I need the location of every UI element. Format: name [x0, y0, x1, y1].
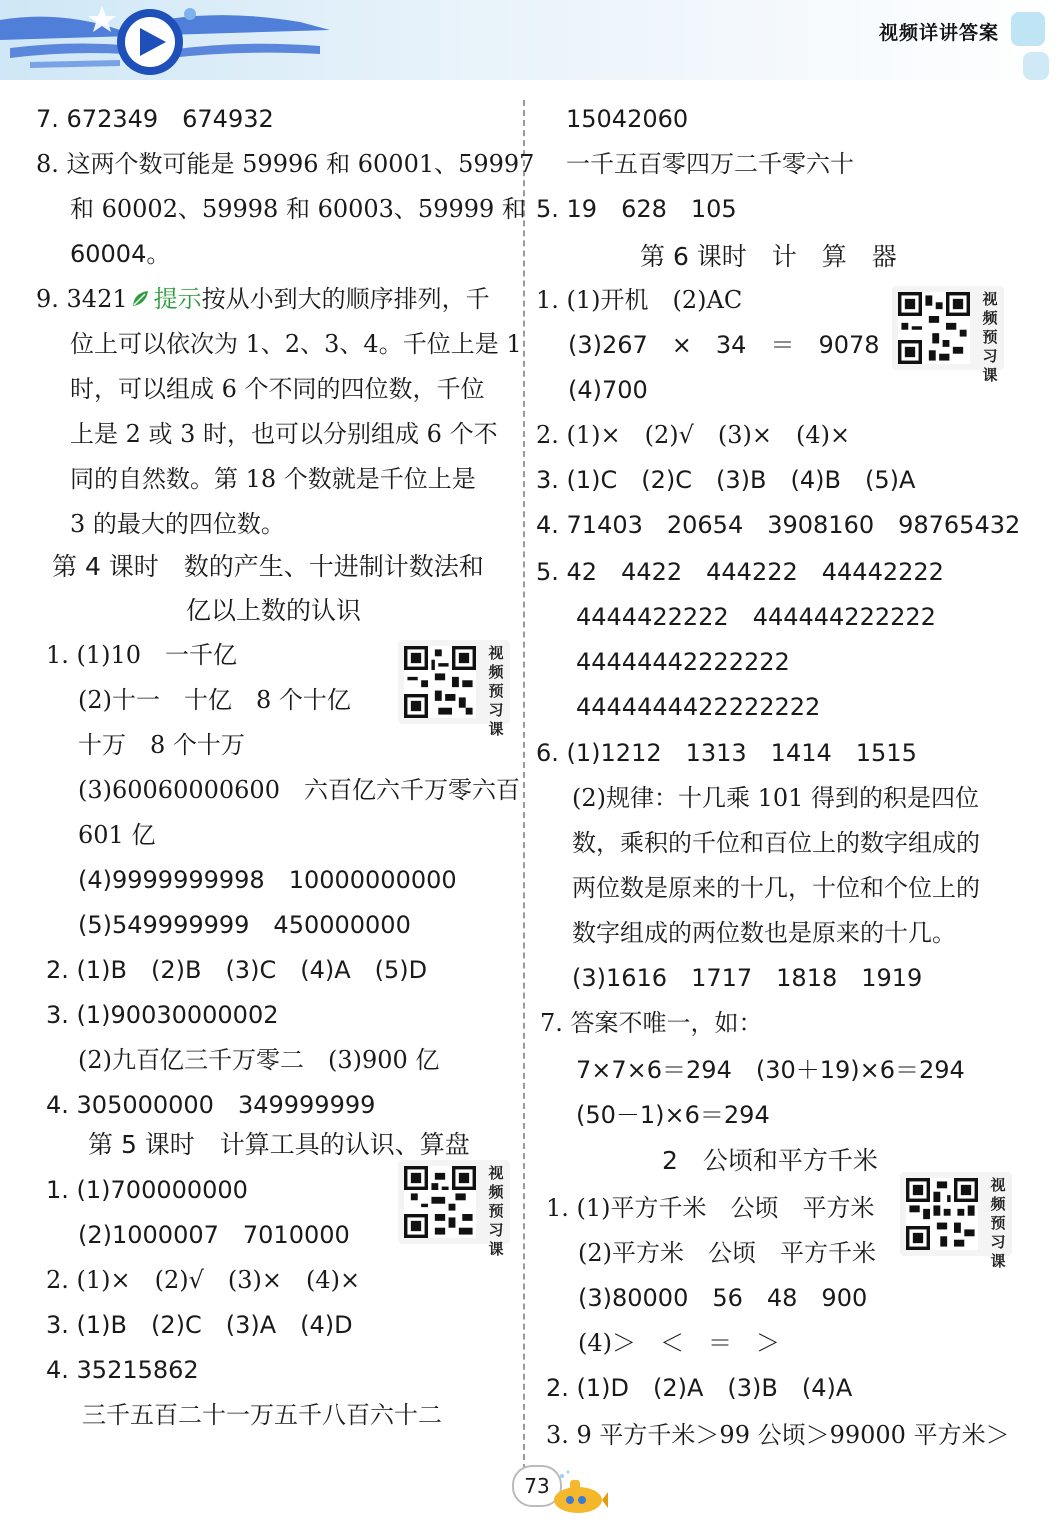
answer-line: (3)267 × 34 ＝ 9078 [568, 331, 880, 359]
cloud-icon [1001, 8, 1057, 88]
answer-line: (4)＞ ＜ ＝ ＞ [578, 1329, 780, 1357]
answer-line: 4. 305000000 349999999 [46, 1091, 376, 1119]
answer-line: (5)549999999 450000000 [78, 911, 411, 939]
answer-line: 3. (1)B (2)C (3)A (4)D [46, 1311, 353, 1339]
answer-line: 两位数是原来的十几，十位和个位上的 [572, 874, 980, 902]
answer-line: 6. (1)1212 1313 1414 1515 [536, 739, 917, 767]
answer-line: 4. 35215862 [46, 1356, 199, 1384]
section-heading: 亿以上数的认识 [186, 596, 362, 625]
page-number: 73 [512, 1465, 562, 1507]
answer-line: 1. (1)700000000 [46, 1176, 248, 1204]
answer-line: 和 60002、59998 和 60003、59999 和 [70, 195, 526, 223]
qr-label: 视频预习课 [990, 1176, 1006, 1270]
answer-line: 5. 42 4422 444222 44442222 [536, 558, 944, 586]
qr-code-icon [906, 1178, 978, 1250]
answer-line: 5. 19 628 105 [536, 195, 737, 223]
answer-line: 3. (1)C (2)C (3)B (4)B (5)A [536, 466, 916, 494]
answer-line: (2)平方米 公顷 平方千米 [578, 1239, 876, 1267]
column-divider [523, 100, 525, 1470]
answer-line: (3)60060000600 六百亿六千万零六百 [78, 776, 520, 804]
answer-line: (50－1)×6＝294 [576, 1101, 770, 1129]
answer-line: (2)九百亿三千万零二 (3)900 亿 [78, 1046, 440, 1074]
answer-line: (4)700 [568, 376, 648, 404]
answer-line: 8. 这两个数可能是 59996 和 60001、59997 [36, 150, 535, 178]
header-title: 视频详讲答案 [878, 22, 999, 44]
submarine-icon [548, 1468, 608, 1518]
answer-line: (2)规律：十几乘 101 得到的积是四位 [572, 784, 980, 812]
answer-line: 7. 答案不唯一，如： [540, 1009, 763, 1037]
answer-line: (3)80000 56 48 900 [578, 1284, 868, 1312]
answer-line: 位上可以依次为 1、2、3、4。千位上是 1 [70, 330, 522, 358]
answer-line: 2. (1)× (2)√ (3)× (4)× [536, 421, 851, 449]
answer-line: 2. (1)B (2)B (3)C (4)A (5)D [46, 956, 428, 984]
answer-line-q9 [36, 284, 490, 314]
leaf-hint-icon [130, 288, 152, 310]
qr-code-icon [404, 646, 476, 718]
section-heading: 第 4 课时 数的产生、十进制计数法和 [52, 552, 484, 581]
answer-line: 60004。 [70, 240, 171, 268]
answer-line: 1. (1)10 一千亿 [46, 641, 238, 669]
answer-line: 2. (1)× (2)√ (3)× (4)× [46, 1266, 361, 1294]
section-heading: 2 公顷和平方千米 [662, 1146, 878, 1175]
answer-line: 601 亿 [78, 821, 156, 849]
answer-line: 十万 8 个十万 [78, 731, 245, 759]
answer-line: 44444442222222 [576, 648, 790, 676]
qr-label: 视频预习课 [488, 1164, 504, 1258]
qr-code-video[interactable] [398, 1160, 510, 1258]
q9-answer: 9. 3421 [36, 285, 128, 313]
page-header [0, 0, 1063, 88]
answer-line: 同的自然数。第 18 个数就是千位上是 [70, 465, 476, 493]
answer-line: 1. (1)平方千米 公顷 平方米 [546, 1194, 875, 1222]
answer-line: 数，乘积的千位和百位上的数字组成的 [572, 829, 980, 857]
qr-code-icon [898, 292, 970, 364]
qr-label: 视频预习课 [488, 644, 504, 738]
section-heading: 第 5 课时 计算工具的认识、算盘 [88, 1130, 470, 1159]
answer-line: 1. (1)开机 (2)AC [536, 286, 743, 314]
hint-text: 按从小到大的顺序排列，千 [201, 285, 490, 313]
answer-line: (2)十一 十亿 8 个十亿 [78, 686, 351, 714]
answer-line: (2)1000007 7010000 [78, 1221, 350, 1249]
qr-code-video[interactable] [900, 1172, 1012, 1270]
answer-line: 上是 2 或 3 时，也可以分别组成 6 个不 [70, 420, 498, 448]
play-mascot-icon [0, 0, 330, 88]
answer-line: 时，可以组成 6 个不同的四位数，千位 [70, 375, 485, 403]
answer-line: 4444422222 444444222222 [576, 603, 936, 631]
answer-line: 7. 672349 674932 [36, 105, 274, 133]
answer-line: 3. 9 平方千米＞99 公顷＞99000 平方米＞ [546, 1421, 1010, 1449]
answer-line: 3 的最大的四位数。 [70, 510, 285, 538]
qr-code-video[interactable] [892, 286, 1004, 384]
answer-line: 三千五百二十一万五千八百六十二 [82, 1401, 442, 1429]
answer-line: 15042060 [566, 105, 689, 133]
answer-line: 一千五百零四万二千零六十 [566, 150, 854, 178]
hint-label: 提示 [153, 285, 202, 313]
answer-line: 7×7×6＝294 (30＋19)×6＝294 [576, 1056, 965, 1084]
answer-line: (3)1616 1717 1818 1919 [572, 964, 923, 992]
section-heading: 第 6 课时 计 算 器 [640, 242, 897, 271]
answer-line: 数字组成的两位数也是原来的十几。 [572, 919, 956, 947]
answer-line: 4444444422222222 [576, 693, 821, 721]
qr-code-video[interactable] [398, 640, 510, 738]
answer-line: 2. (1)D (2)A (3)B (4)A [546, 1374, 853, 1402]
answer-line: 3. (1)90030000002 [46, 1001, 279, 1029]
answer-line: (4)9999999998 10000000000 [78, 866, 457, 894]
qr-label: 视频预习课 [982, 290, 998, 384]
qr-code-icon [404, 1166, 476, 1238]
answer-line: 4. 71403 20654 3908160 98765432 [536, 511, 1021, 539]
